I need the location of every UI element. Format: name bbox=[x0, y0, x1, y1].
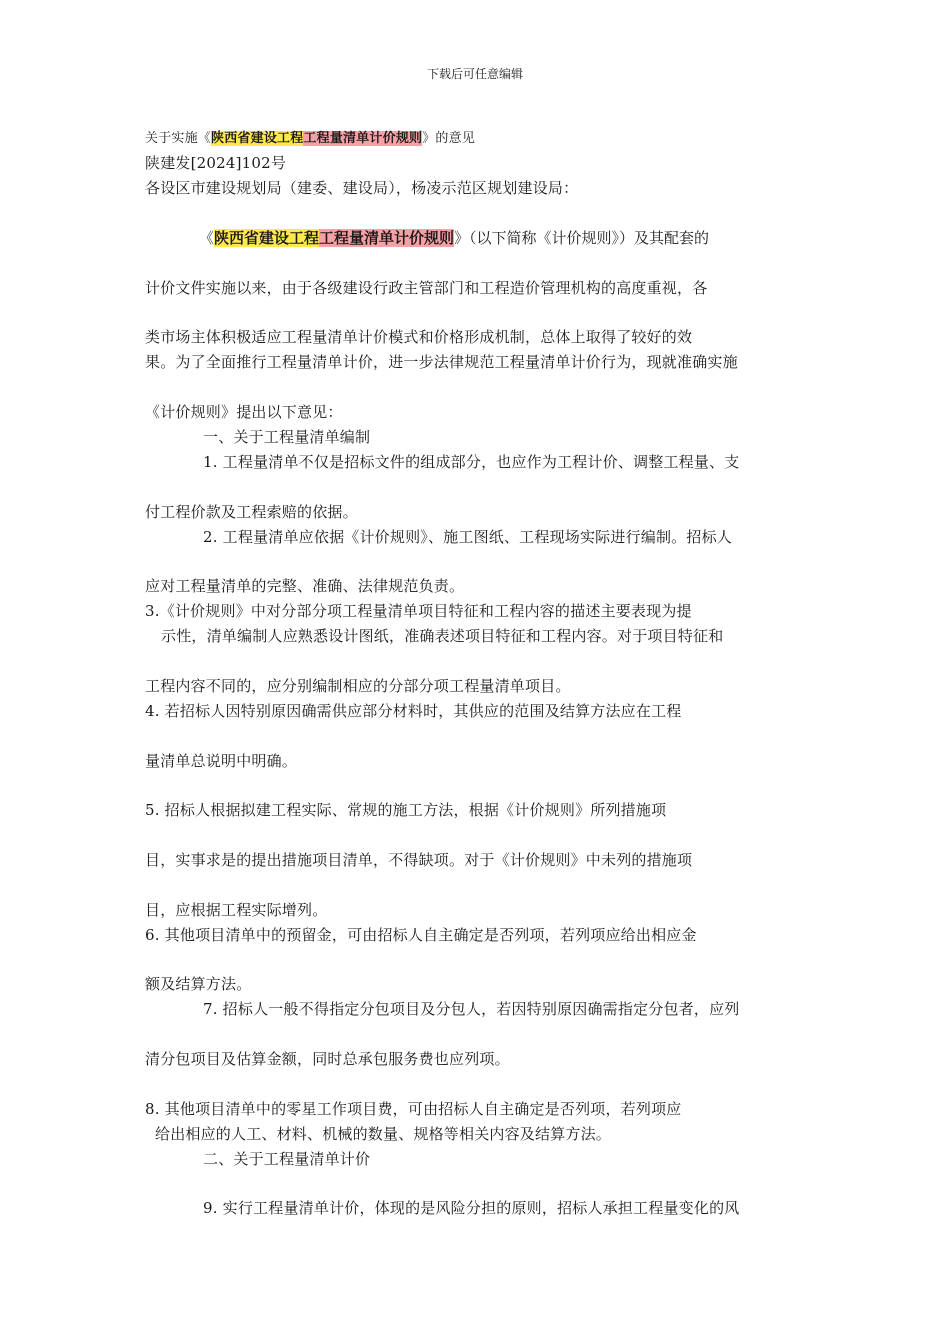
intro-line bbox=[199, 228, 709, 248]
intro-open: 《 bbox=[199, 229, 215, 247]
body-line: 1. 工程量清单不仅是招标文件的组成部分，也应作为工程计价、调整工程量、支 bbox=[203, 453, 740, 471]
body-line: 应对工程量清单的完整、准确、法律规范负责。 bbox=[145, 577, 465, 595]
doc-number: 陕建发[2024]102号 bbox=[145, 154, 287, 172]
body-line: 5. 招标人根据拟建工程实际、常规的施工方法，根据《计价规则》所列措施项 bbox=[145, 801, 667, 819]
title-highlight-red: 工程量清单计价规则 bbox=[303, 131, 423, 146]
title-highlight-yellow: 陕西省建设工程 bbox=[211, 131, 304, 146]
body-line: 3.《计价规则》中对分部分项工程量清单项目特征和工程内容的描述主要表现为提 bbox=[145, 602, 692, 620]
body-line: 类市场主体积极适应工程量清单计价模式和价格形成机制，总体上取得了较好的效 bbox=[145, 328, 693, 346]
body-line: 工程内容不同的，应分别编制相应的分部分项工程量清单项目。 bbox=[145, 677, 571, 695]
body-line: 量清单总说明中明确。 bbox=[145, 752, 298, 770]
body-line: 给出相应的人工、材料、机械的数量、规格等相关内容及结算方法。 bbox=[155, 1125, 612, 1143]
body-line: 2. 工程量清单应依据《计价规则》、施工图纸、工程现场实际进行编制。招标人 bbox=[203, 528, 732, 546]
body-line: 付工程价款及工程索赔的依据。 bbox=[145, 503, 358, 521]
body-line: 9. 实行工程量清单计价，体现的是风险分担的原则，招标人承担工程量变化的风 bbox=[203, 1199, 740, 1217]
body-line: 示性，清单编制人应熟悉设计图纸，准确表述项目特征和工程内容。对于项目特征和 bbox=[161, 627, 724, 645]
body-line: 6. 其他项目清单中的预留金，可由招标人自主确定是否列项，若列项应给出相应金 bbox=[145, 926, 697, 944]
body-line: 8. 其他项目清单中的零星工作项目费，可由招标人自主确定是否列项，若列项应 bbox=[145, 1100, 682, 1118]
body-line: 清分包项目及估算金额，同时总承包服务费也应列项。 bbox=[145, 1050, 510, 1068]
title-suffix: 》的意见 bbox=[422, 131, 476, 146]
body-line: 《计价规则》提出以下意见： bbox=[145, 403, 343, 421]
document-title bbox=[145, 129, 475, 149]
section-heading: 二、关于工程量清单计价 bbox=[203, 1150, 371, 1168]
body-line: 额及结算方法。 bbox=[145, 975, 252, 993]
body-line: 计价文件实施以来，由于各级建设行政主管部门和工程造价管理机构的高度重视，各 bbox=[145, 279, 708, 297]
body-line: 果。为了全面推行工程量清单计价，进一步法律规范工程量清单计价行为，现就准确实施 bbox=[145, 353, 738, 371]
page-header: 下载后可任意编辑 bbox=[426, 67, 523, 81]
intro-highlight-red: 工程量清单计价规则 bbox=[319, 229, 455, 247]
section-heading: 一、关于工程量清单编制 bbox=[203, 428, 371, 446]
intro-rest: 》（以下简称《计价规则》）及其配套的 bbox=[454, 229, 710, 247]
body-line: 目，应根据工程实际增列。 bbox=[145, 901, 328, 919]
intro-highlight-yellow: 陕西省建设工程 bbox=[214, 229, 320, 247]
body-line: 4. 若招标人因特别原因确需供应部分材料时，其供应的范围及结算方法应在工程 bbox=[145, 702, 682, 720]
body-line: 目，实事求是的提出措施项目清单，不得缺项。对于《计价规则》中未列的措施项 bbox=[145, 851, 693, 869]
body-line: 7. 招标人一般不得指定分包项目及分包人，若因特别原因确需指定分包者，应列 bbox=[203, 1000, 740, 1018]
addressee: 各设区市建设规划局（建委、建设局），杨凌示范区规划建设局： bbox=[145, 179, 579, 197]
title-prefix: 关于实施《 bbox=[145, 131, 212, 146]
